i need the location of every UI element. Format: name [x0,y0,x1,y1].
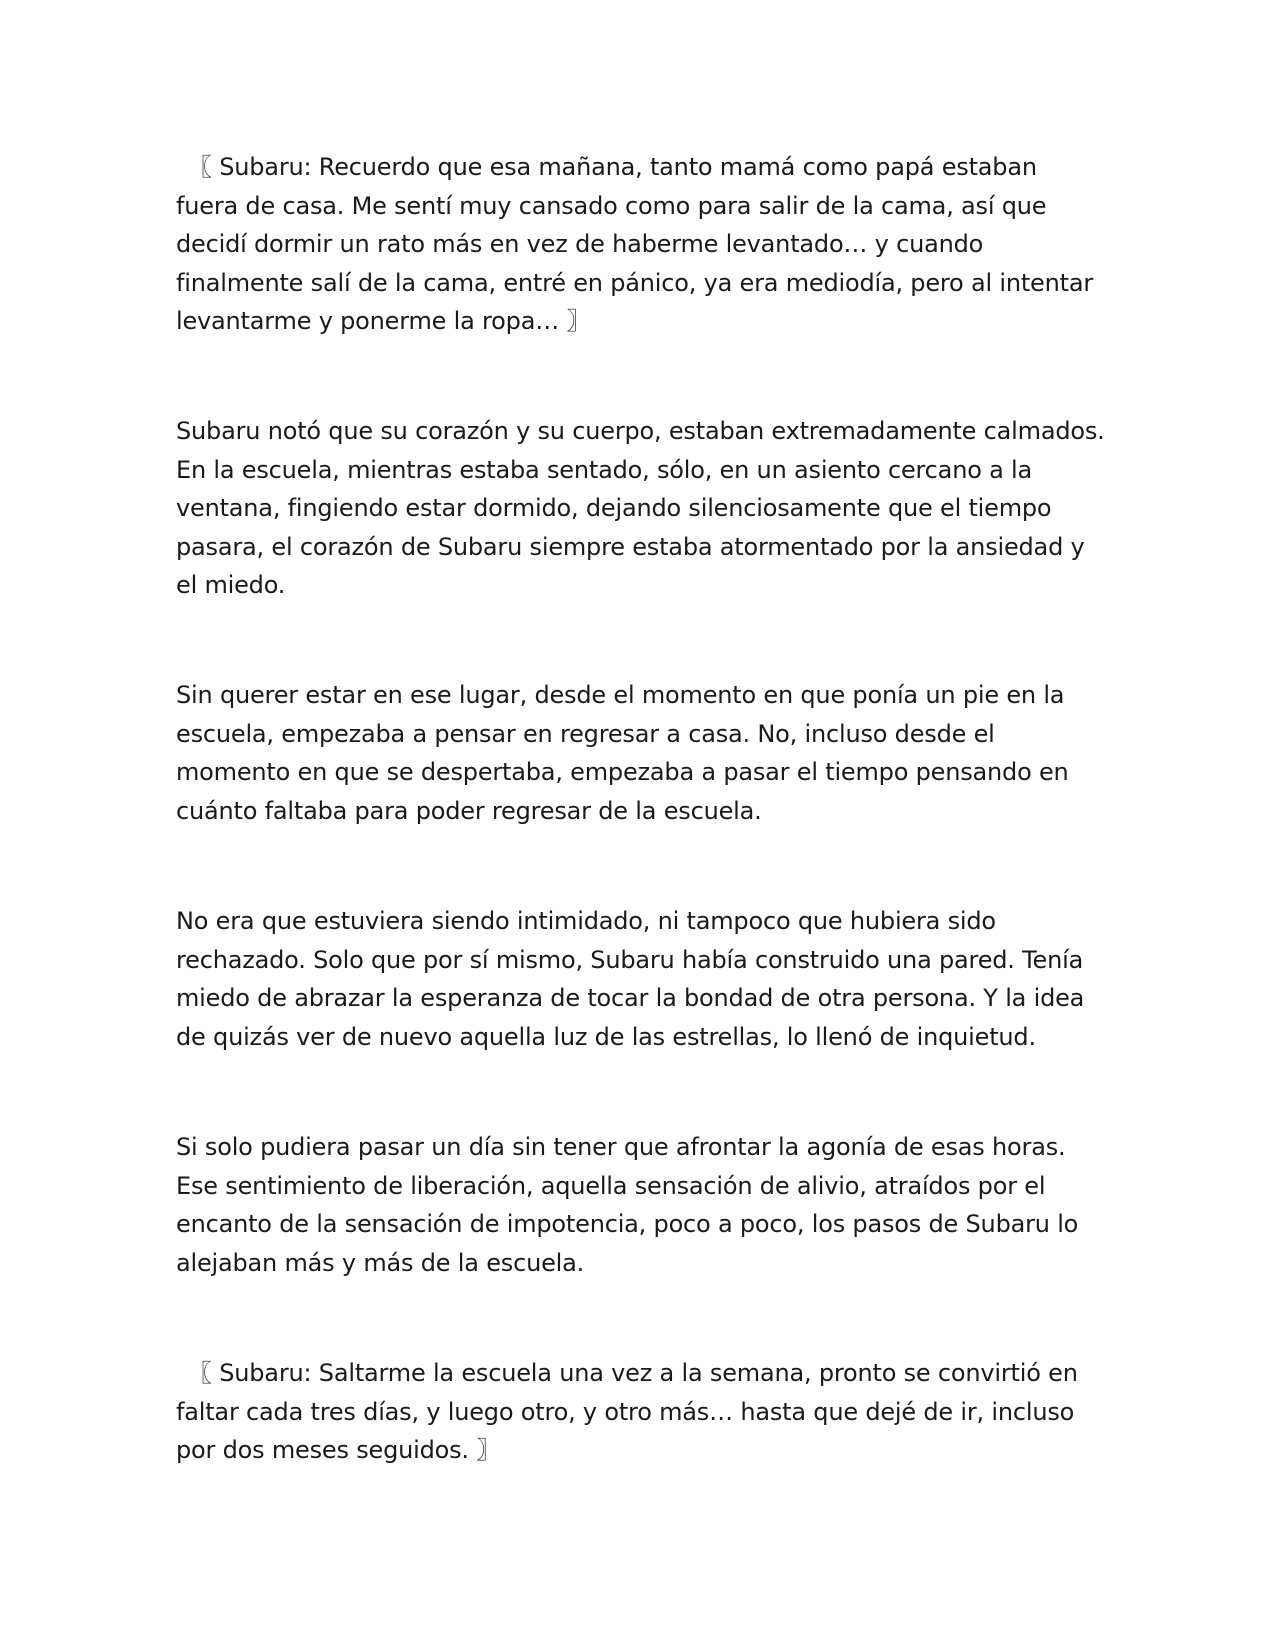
dialogue-paragraph: 〖 Subaru: Recuerdo que esa mañana, tanto mamá como papá estaban fuera de casa. Me sentí muy cansado como para salir de la cama, así que decidí dormir un rato más en vez de haberme levantado… y cuando finalmente salí de la cama, entré en pánico, ya era mediodía, pero al intentar levantarme y ponerme la ropa… 〗 [176,153,1094,335]
narration-paragraph: Sin querer estar en ese lugar, desde el momento en que ponía un pie en la escuela, empezaba a pensar en regresar a casa. No, incluso desde el momento en que se despertaba, empezaba a pasar el tiempo pensando en cuánto faltaba para poder regresar de la escuela. [176,681,1069,825]
dialogue-paragraph: 〖 Subaru: Saltarme la escuela una vez a la semana, pronto se convirtió en faltar cada tres días, y luego otro, y otro más… hasta que dejé de ir, incluso por dos meses seguidos. 〗 [176,1359,1078,1464]
narration-paragraph: Subaru notó que su corazón y su cuerpo, estaban extremadamente calmados. En la escuela, mientras estaba sentado, sólo, en un asiento cercano a la ventana, fingiendo estar dormido, dejando silenciosamente que el tiempo pasara, el corazón de Subaru siempre estaba atormentado por la ansiedad y el miedo. [176,417,1105,599]
narration-paragraph: No era que estuviera siendo intimidado, ni tampoco que hubiera sido rechazado. Solo que por sí mismo, Subaru había construido una pared. Tenía miedo de abrazar la esperanza de tocar la bondad de otra persona. Y la idea de quizás ver de nuevo aquella luz de las estrellas, lo llenó de inquietud. [176,907,1085,1051]
narration-paragraph: Si solo pudiera pasar un día sin tener que afrontar la agonía de esas horas. Ese sentimiento de liberación, aquella sensación de alivio, atraídos por el encanto de la sensación de impotencia, poco a poco, los pasos de Subaru lo alejaban más y más de la escuela. [176,1133,1079,1277]
